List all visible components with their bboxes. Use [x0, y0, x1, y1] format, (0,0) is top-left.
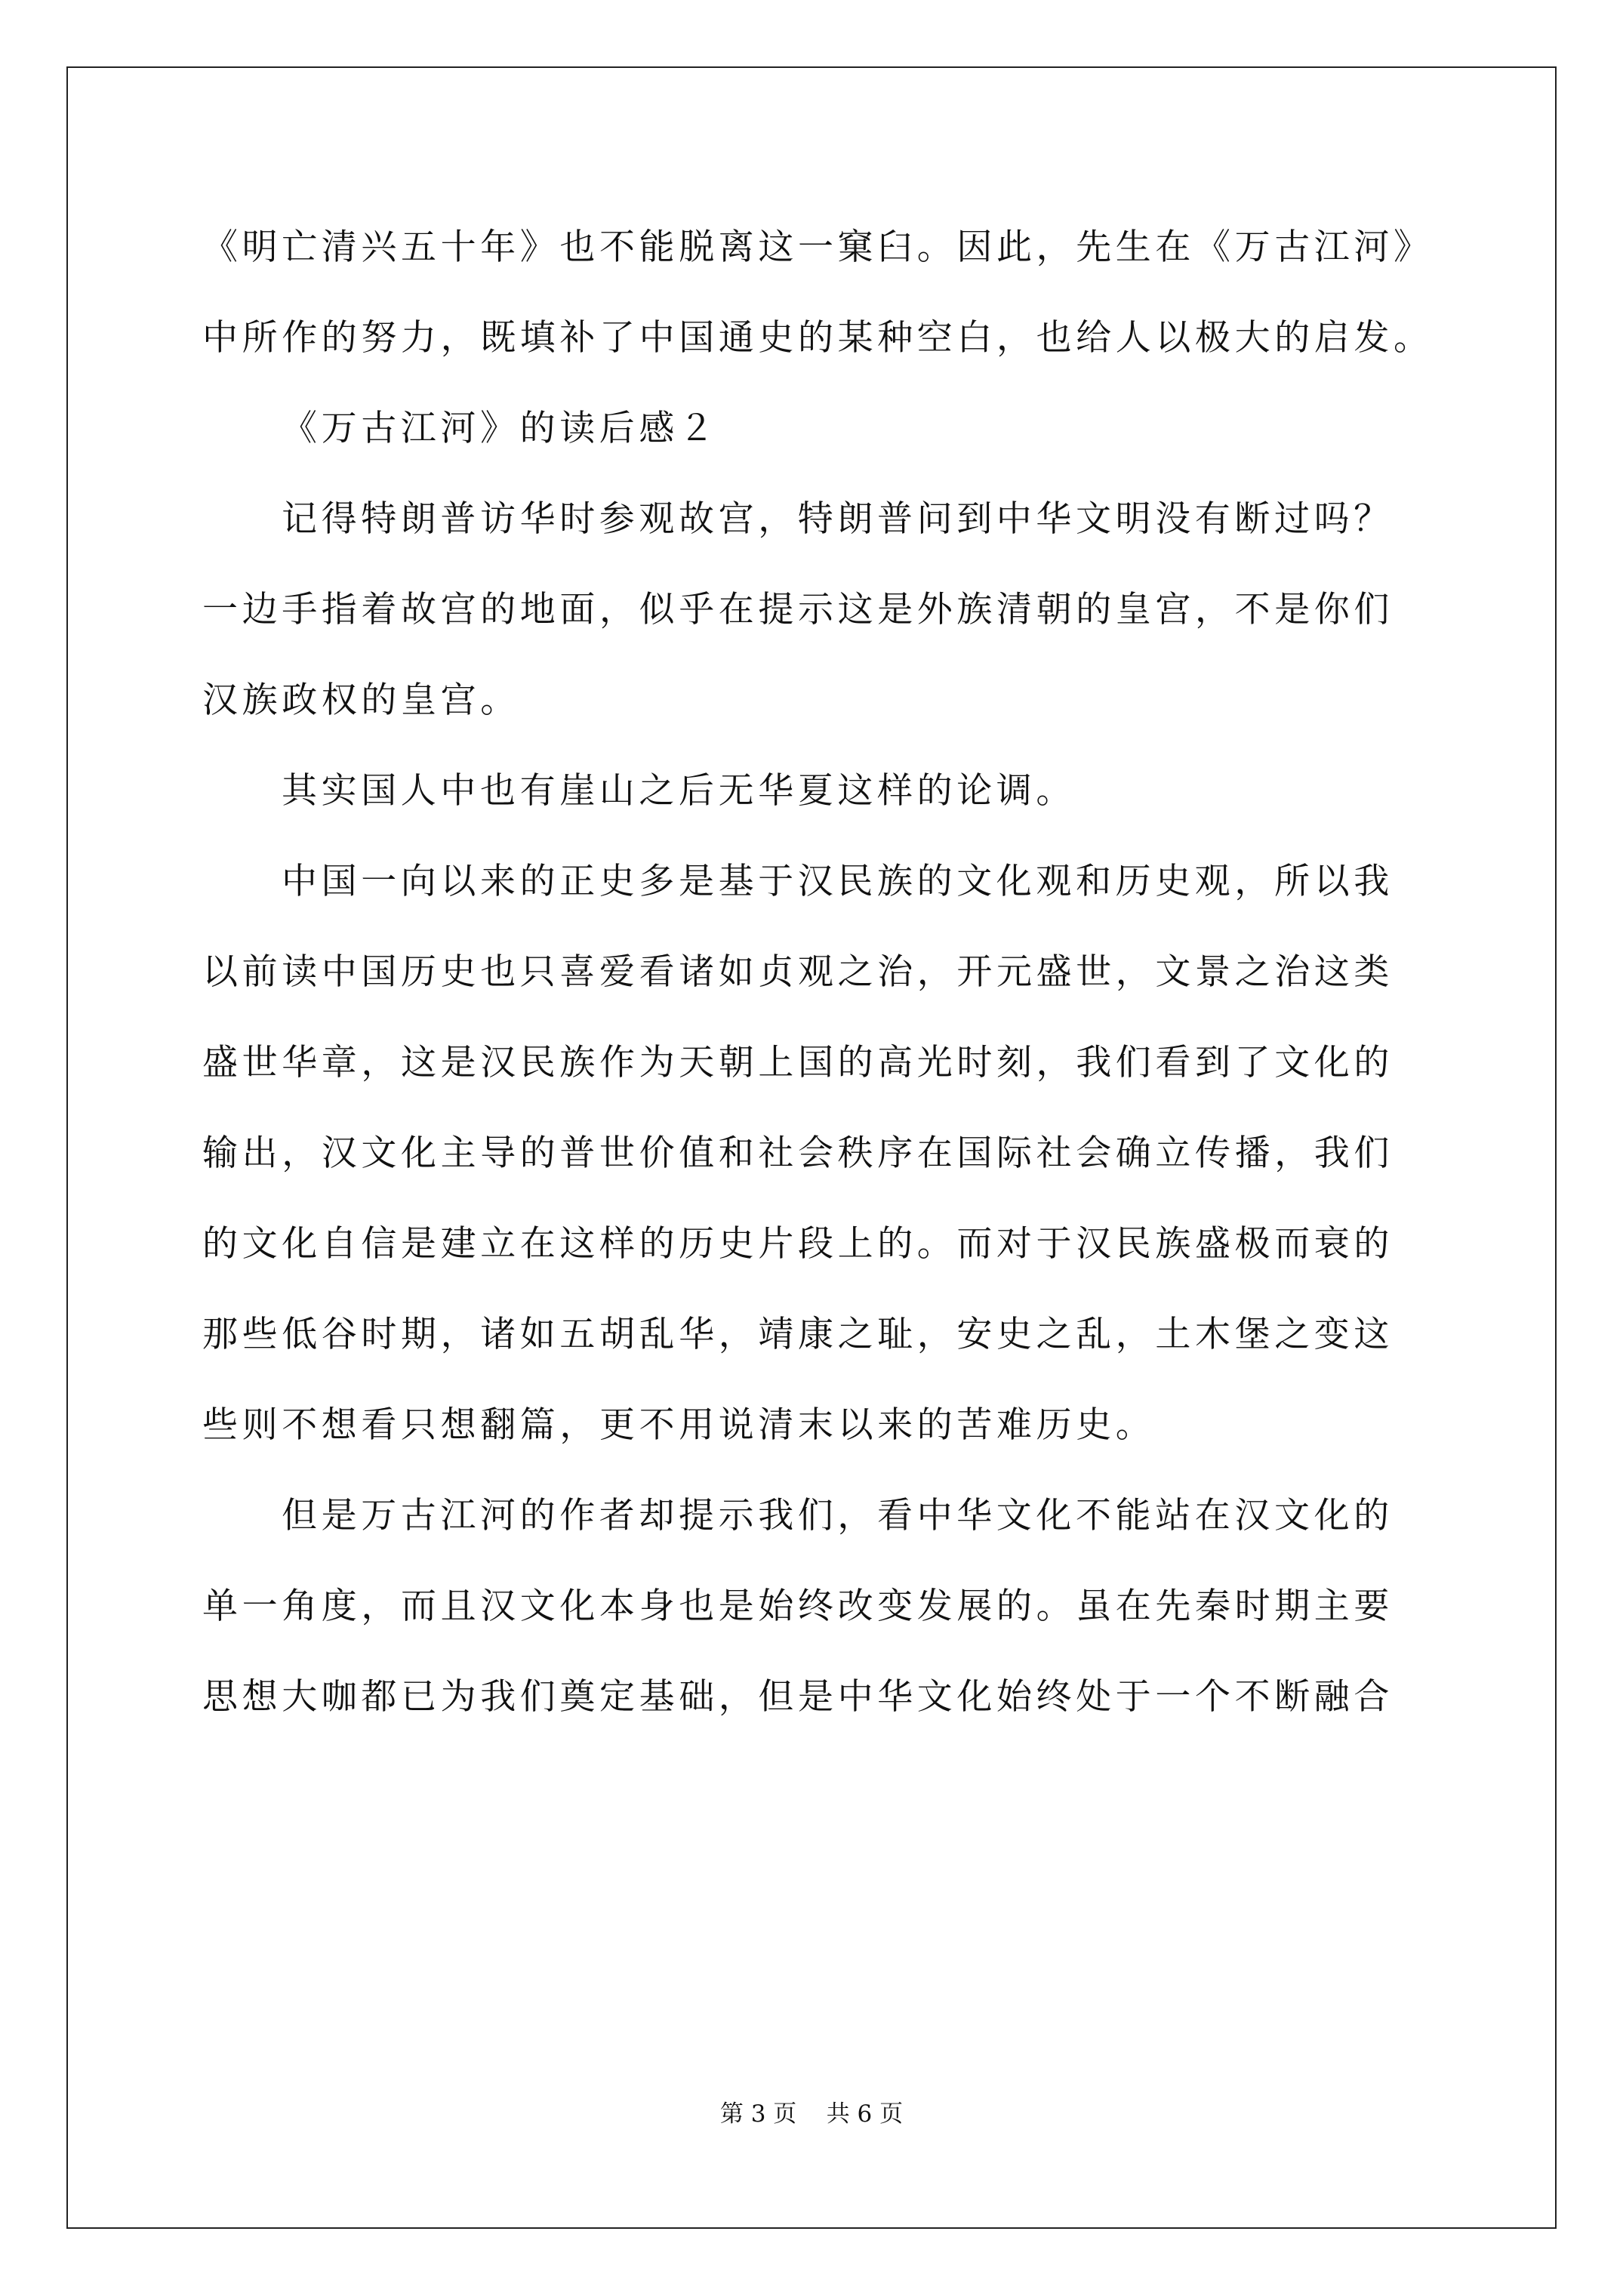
text-line: 中所作的努力，既填补了中国通史的某种空白，也给人以极大的启发。: [202, 317, 1434, 359]
section-heading: 《万古江河》的读后感２: [282, 408, 719, 449]
text-line: 思想大咖都已为我们奠定基础，但是中华文化始终处于一个不断融合: [202, 1676, 1394, 1718]
text-line: 但是万古江河的作者却提示我们，看中华文化不能站在汉文化的: [282, 1495, 1394, 1536]
text-line: 的文化自信是建立在这样的历史片段上的。而对于汉民族盛极而衰的: [202, 1223, 1394, 1265]
text-line: 以前读中国历史也只喜爱看诸如贞观之治，开元盛世，文景之治这类: [202, 951, 1394, 993]
text-line: 记得特朗普访华时参观故宫，特朗普问到中华文明没有断过吗？: [282, 498, 1394, 540]
page-number-footer: 第 3 页 共 6 页: [719, 2100, 904, 2128]
text-line: 其实国人中也有崖山之后无华夏这样的论调。: [282, 770, 1076, 812]
text-line: 中国一向以来的正史多是基于汉民族的文化观和历史观，所以我: [282, 861, 1394, 902]
text-line: 盛世华章，这是汉民族作为天朝上国的高光时刻，我们看到了文化的: [202, 1042, 1394, 1083]
text-line: 输出，汉文化主导的普世价值和社会秩序在国际社会确立传播，我们: [202, 1133, 1394, 1174]
text-line: 汉族政权的皇宫。: [202, 680, 520, 721]
text-line: 单一角度，而且汉文化本身也是始终改变发展的。虽在先秦时期主要: [202, 1586, 1394, 1627]
text-line: 些则不想看只想翻篇，更不用说清末以来的苦难历史。: [202, 1404, 1156, 1446]
text-line: 《明亡清兴五十年》也不能脱离这一窠臼。因此，先生在《万古江河》: [202, 227, 1434, 268]
text-line: 一边手指着故宫的地面，似乎在提示这是外族清朝的皇宫，不是你们: [202, 589, 1394, 630]
text-line: 那些低谷时期，诸如五胡乱华，靖康之耻，安史之乱，土木堡之变这: [202, 1314, 1394, 1355]
